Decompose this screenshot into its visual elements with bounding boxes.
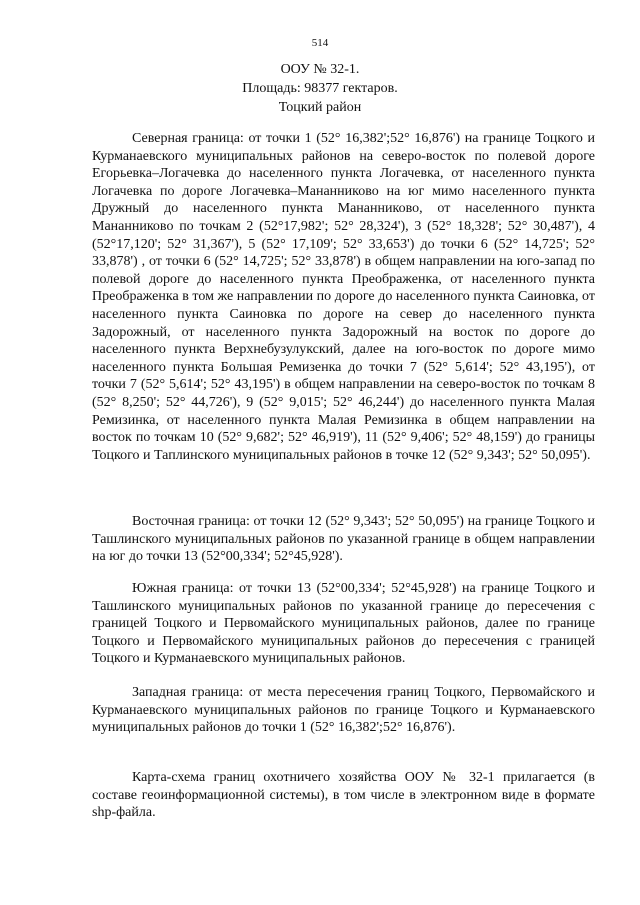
west-border-section (92, 684, 595, 737)
page-number: 514 (311, 37, 329, 49)
north-border-paragraph: Северная граница: от точки 1 (52° 16,382';52° 16,876') на границе Тоцкого и Курманаевского муниципальных районов на северо-восток по полевой дороге Егорьевка–Логачевка до населенного пункта Логачевка, от населенного пункта Логачевка по дороге Логачевка–Мананниково на юг мимо населенного пункта Дружный до населенного пункта Мананниково, от населенного пункта Мананниково по точкам 2 (52°17,982'; 52° 28,324'), 3 (52° 18,328'; 52° 30,487'), 4 (52°17,120'; 52° 31,367'), 5 (52° 17,109'; 52° 33,653') до точки 6 (52° 14,725'; 52° 33,878') , от точки 6 (52° 14,725'; 52° 33,878') в общем направлении на юго-запад по полевой дороге до населенного пункта Преображенка, от населенного пункта Преображенка в том же направлении по дороге до населенного пункта Саиновка, от населенного пункта Саиновка по дороге на север до населенного пункта Задорожный, от населенного пункта Задорожный на восток по дороге до населенного пункта Верхнебузулукский, далее на юго-восток по дороге мимо населенного пункта Большая Ремизенка до точки 7 (52° 5,614'; 52° 43,195'), от точки 7 (52° 5,614'; 52° 43,195') в общем направлении на северо-восток по точкам 8 (52° 8,250'; 52° 44,726'), 9 (52° 9,015'; 52° 46,244') до населенного пункта Малая Ремизинка, от населенного пункта Малая Ремизинка в общем направлении на восток по точкам 10 (52° 9,682'; 52° 46,919'), 11 (52° 9,406'; 52° 48,159') до границы Тоцкого и Таплинского муниципальных районов в точке 12 (52° 9,343'; 52° 50,095'). (92, 131, 595, 463)
north-border-section (92, 130, 595, 464)
map-note-section (92, 769, 595, 822)
south-border-paragraph: Южная граница: от точки 13 (52°00,334'; 52°45,928') на границе Тоцкого и Ташлинского муниципальных районов по указанной границе до пересечения с границей Тоцкого и Первомайского муниципальных районов, далее по границе Тоцкого и Первомайского муниципальных районов до пересечения с границей Тоцкого и Курманаевского муниципальных районов. (92, 581, 595, 667)
east-border-section (92, 513, 595, 566)
west-border-paragraph: Западная граница: от места пересечения границ Тоцкого, Первомайского и Курманаевского муниципальных районов по границе Тоцкого и Курманаевского муниципальных районов до точки 1 (52° 16,382';52° 16,876'). (92, 685, 595, 736)
district-line: Тоцкий район (278, 100, 362, 115)
south-border-section (92, 580, 595, 668)
east-border-paragraph: Восточная граница: от точки 12 (52° 9,343'; 52° 50,095') на границе Тоцкого и Ташлинского муниципальных районов по указанной границе в общем направлении на юг до точки 13 (52°00,334'; 52°45,928'). (92, 514, 595, 565)
map-note-paragraph: Карта-схема границ охотничего хозяйства ООУ № 32-1 прилагается (в составе геоинформационной системы), в том числе в электронном виде в формате shp-файла. (92, 770, 595, 821)
document-heading (0, 60, 640, 117)
document-title: ООУ № 32-1. (280, 62, 360, 77)
area-line: Площадь: 98377 гектаров. (242, 81, 398, 96)
